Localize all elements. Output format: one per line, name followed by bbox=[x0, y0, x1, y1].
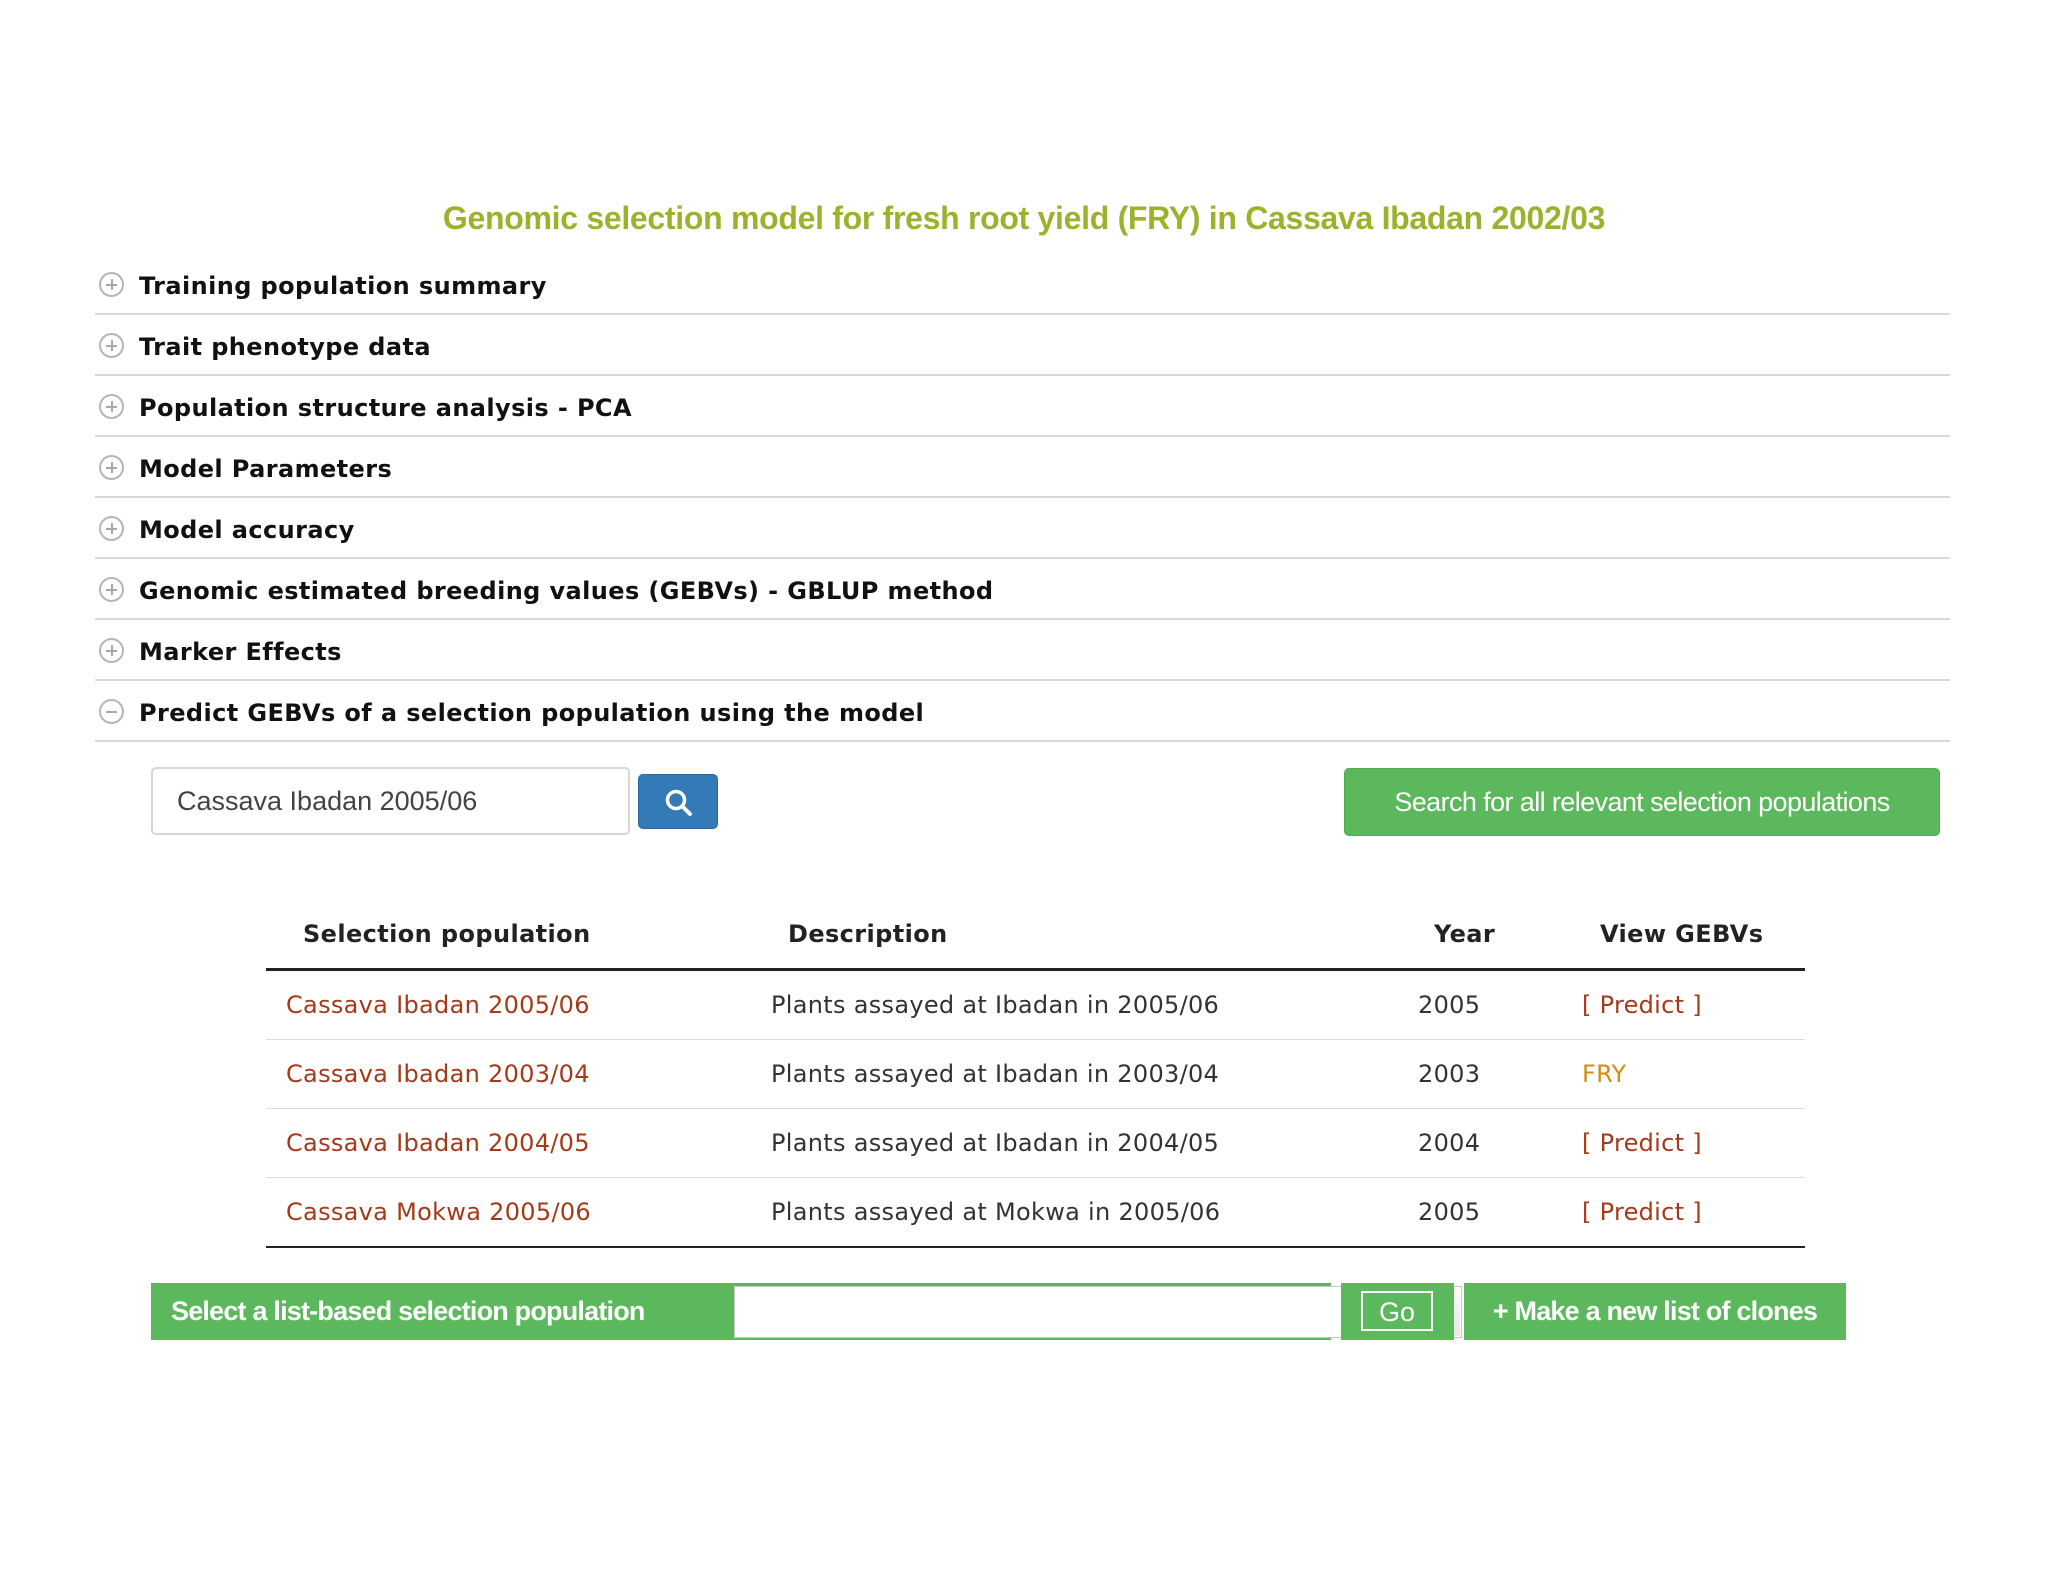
section-label[interactable]: Model accuracy bbox=[139, 516, 355, 544]
population-cell bbox=[266, 1178, 751, 1248]
expand-plus-icon[interactable] bbox=[99, 455, 124, 480]
gebv-result-link[interactable]: FRY bbox=[1582, 1060, 1627, 1088]
expand-plus-icon[interactable] bbox=[99, 394, 124, 419]
population-link[interactable]: Cassava Ibadan 2003/04 bbox=[286, 1060, 590, 1088]
table-row bbox=[266, 970, 1805, 1040]
section-predict-gebvs[interactable] bbox=[95, 681, 1950, 742]
section-gebvs-gblup[interactable] bbox=[95, 559, 1950, 620]
section-accordion bbox=[95, 254, 1950, 742]
description-cell: Plants assayed at Mokwa in 2005/06 bbox=[751, 1178, 1412, 1248]
header-selection-population: Selection population bbox=[266, 900, 751, 970]
table-row bbox=[266, 1040, 1805, 1109]
description-cell: Plants assayed at Ibadan in 2005/06 bbox=[751, 970, 1412, 1040]
section-trait-phenotype-data[interactable] bbox=[95, 315, 1950, 376]
year-cell: 2003 bbox=[1412, 1040, 1582, 1109]
population-link[interactable]: Cassava Ibadan 2005/06 bbox=[286, 991, 590, 1019]
table-header-row bbox=[266, 900, 1805, 970]
expand-plus-icon[interactable] bbox=[99, 333, 124, 358]
page-title: Genomic selection model for fresh root yield (FRY) in Cassava Ibadan 2002/03 bbox=[442, 200, 1606, 236]
header-year-label: Year bbox=[1434, 920, 1496, 948]
year-cell: 2004 bbox=[1412, 1109, 1582, 1178]
expand-plus-icon[interactable] bbox=[99, 577, 124, 602]
predict-link[interactable]: [ Predict ] bbox=[1582, 991, 1702, 1019]
description-cell: Plants assayed at Ibadan in 2004/05 bbox=[751, 1109, 1412, 1178]
year-cell: 2005 bbox=[1412, 970, 1582, 1040]
view-gebvs-cell bbox=[1582, 1178, 1805, 1248]
description-cell: Plants assayed at Ibadan in 2003/04 bbox=[751, 1040, 1412, 1109]
header-view-gebvs-label: View GEBVs bbox=[1600, 920, 1764, 948]
section-label[interactable]: Model Parameters bbox=[139, 455, 393, 483]
view-gebvs-cell bbox=[1582, 1040, 1805, 1109]
population-link[interactable]: Cassava Mokwa 2005/06 bbox=[286, 1198, 591, 1226]
table-row bbox=[266, 1178, 1805, 1248]
predict-link[interactable]: [ Predict ] bbox=[1582, 1198, 1702, 1226]
selection-population-search-input[interactable] bbox=[151, 767, 630, 835]
list-selection-label: Select a list-based selection population bbox=[171, 1296, 645, 1326]
section-marker-effects[interactable] bbox=[95, 620, 1950, 681]
population-cell bbox=[266, 970, 751, 1040]
selection-populations-table bbox=[266, 900, 1805, 1248]
section-label[interactable]: Population structure analysis - PCA bbox=[139, 394, 632, 422]
predict-link[interactable]: [ Predict ] bbox=[1582, 1129, 1702, 1157]
section-training-population-summary[interactable] bbox=[95, 254, 1950, 315]
header-year bbox=[1412, 900, 1582, 970]
section-population-structure-pca[interactable] bbox=[95, 376, 1950, 437]
search-all-populations-button[interactable]: Search for all relevant selection populations bbox=[1344, 768, 1940, 836]
go-button[interactable]: Go bbox=[1361, 1291, 1433, 1331]
expand-plus-icon[interactable] bbox=[99, 638, 124, 663]
list-selection-bar bbox=[151, 1283, 1331, 1340]
go-button-wrapper bbox=[1341, 1283, 1454, 1340]
section-label[interactable]: Predict GEBVs of a selection population using the model bbox=[139, 699, 925, 727]
search-button[interactable] bbox=[638, 774, 718, 829]
section-label[interactable]: Training population summary bbox=[139, 272, 547, 300]
view-gebvs-cell bbox=[1582, 1109, 1805, 1178]
section-model-accuracy[interactable] bbox=[95, 498, 1950, 559]
view-gebvs-cell bbox=[1582, 970, 1805, 1040]
year-cell: 2005 bbox=[1412, 1178, 1582, 1248]
collapse-minus-icon[interactable] bbox=[99, 699, 124, 724]
section-label[interactable]: Trait phenotype data bbox=[139, 333, 431, 361]
header-description: Description bbox=[751, 900, 1412, 970]
make-new-list-button[interactable]: + Make a new list of clones bbox=[1464, 1283, 1846, 1340]
header-view-gebvs bbox=[1582, 900, 1805, 970]
population-cell bbox=[266, 1040, 751, 1109]
section-label[interactable]: Marker Effects bbox=[139, 638, 342, 666]
section-model-parameters[interactable] bbox=[95, 437, 1950, 498]
table-row bbox=[266, 1109, 1805, 1178]
expand-plus-icon[interactable] bbox=[99, 272, 124, 297]
expand-plus-icon[interactable] bbox=[99, 516, 124, 541]
population-link[interactable]: Cassava Ibadan 2004/05 bbox=[286, 1129, 590, 1157]
search-icon bbox=[664, 788, 694, 818]
section-label[interactable]: Genomic estimated breeding values (GEBVs) - GBLUP method bbox=[139, 577, 994, 605]
population-cell bbox=[266, 1109, 751, 1178]
